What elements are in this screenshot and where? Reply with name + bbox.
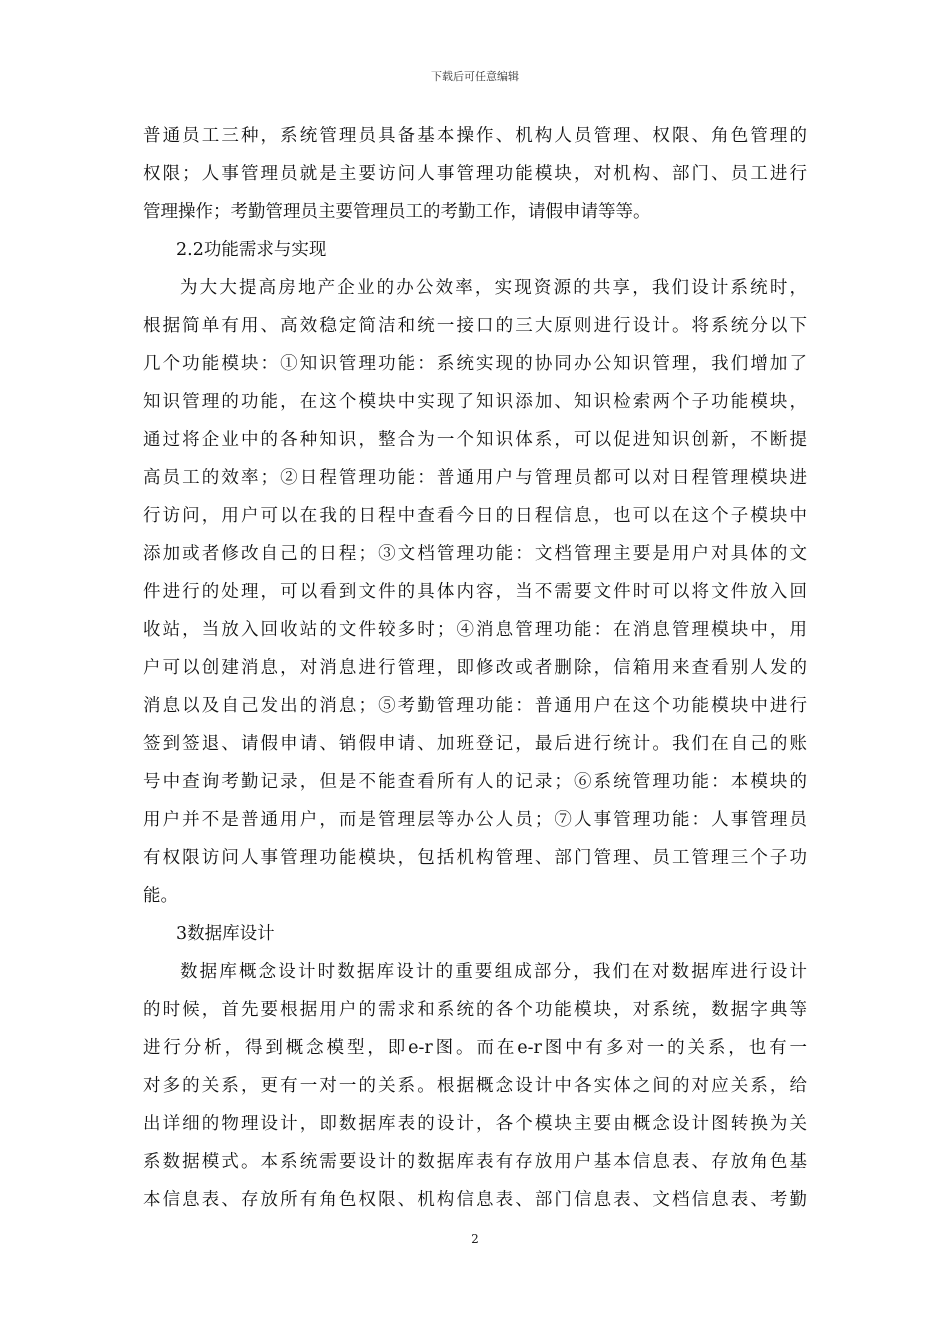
body-line: 系数据模式。本系统需要设计的数据库表有存放用户基本信息表、存放角色基 bbox=[143, 1152, 807, 1172]
body-line: 对多的关系，更有一对一的关系。根据概念设计中各实体之间的对应关系，给 bbox=[143, 1076, 807, 1096]
body-line: 知识管理的功能，在这个模块中实现了知识添加、知识检索两个子功能模块， bbox=[143, 392, 807, 412]
body-line: 出详细的物理设计，即数据库表的设计，各个模块主要由概念设计图转换为关 bbox=[143, 1114, 807, 1134]
body-line: 有权限访问人事管理功能模块，包括机构管理、部门管理、员工管理三个子功 bbox=[143, 848, 807, 868]
page-number: 2 bbox=[471, 1232, 479, 1246]
body-line: 消息以及自己发出的消息；⑤考勤管理功能：普通用户在这个功能模块中进行 bbox=[143, 696, 807, 716]
body-line: 件进行的处理，可以看到文件的具体内容，当不需要文件时可以将文件放入回 bbox=[143, 582, 807, 602]
body-line: 根据简单有用、高效稳定简洁和统一接口的三大原则进行设计。将系统分以下 bbox=[143, 316, 807, 336]
body-line: 通过将企业中的各种知识，整合为一个知识体系，可以促进知识创新，不断提 bbox=[143, 430, 807, 450]
body-line: 高员工的效率；②日程管理功能：普通用户与管理员都可以对日程管理模块进 bbox=[143, 468, 807, 488]
body-line: 为大大提高房地产企业的办公效率，实现资源的共享，我们设计系统时， bbox=[180, 278, 807, 298]
body-line: 收站，当放入回收站的文件较多时；④消息管理功能：在消息管理模块中，用 bbox=[143, 620, 807, 640]
body-line: 户可以创建消息，对消息进行管理，即修改或者删除，信箱用来查看别人发的 bbox=[143, 658, 807, 678]
body-line: 权限；人事管理员就是主要访问人事管理功能模块，对机构、部门、员工进行 bbox=[143, 164, 807, 184]
section-heading: 3数据库设计 bbox=[176, 924, 275, 944]
body-line: 能。 bbox=[143, 886, 178, 906]
body-line: 的时候，首先要根据用户的需求和系统的各个功能模块，对系统，数据字典等 bbox=[143, 1000, 807, 1020]
body-line: 用户并不是普通用户，而是管理层等办公人员；⑦人事管理功能：人事管理员 bbox=[143, 810, 807, 830]
body-line: 管理操作；考勤管理员主要管理员工的考勤工作，请假申请等等。 bbox=[143, 202, 651, 222]
page-header: 下载后可任意编辑 bbox=[431, 70, 519, 83]
body-line: 本信息表、存放所有角色权限、机构信息表、部门信息表、文档信息表、考勤 bbox=[143, 1190, 807, 1210]
body-line: 行访问，用户可以在我的日程中查看今日的日程信息，也可以在这个子模块中 bbox=[143, 506, 807, 526]
body-line: 普通员工三种，系统管理员具备基本操作、机构人员管理、权限、角色管理的 bbox=[143, 126, 807, 146]
body-line: 数据库概念设计时数据库设计的重要组成部分，我们在对数据库进行设计 bbox=[180, 962, 807, 982]
body-line: 进行分析，得到概念模型，即e-r图。而在e-r图中有多对一的关系，也有一 bbox=[143, 1038, 807, 1058]
body-line: 签到签退、请假申请、销假申请、加班登记，最后进行统计。我们在自己的账 bbox=[143, 734, 807, 754]
body-line: 添加或者修改自己的日程；③文档管理功能：文档管理主要是用户对具体的文 bbox=[143, 544, 807, 564]
body-line: 号中查询考勤记录，但是不能查看所有人的记录；⑥系统管理功能：本模块的 bbox=[143, 772, 807, 792]
section-heading: 2.2功能需求与实现 bbox=[176, 240, 327, 260]
body-line: 几个功能模块：①知识管理功能：系统实现的协同办公知识管理，我们增加了 bbox=[143, 354, 807, 374]
